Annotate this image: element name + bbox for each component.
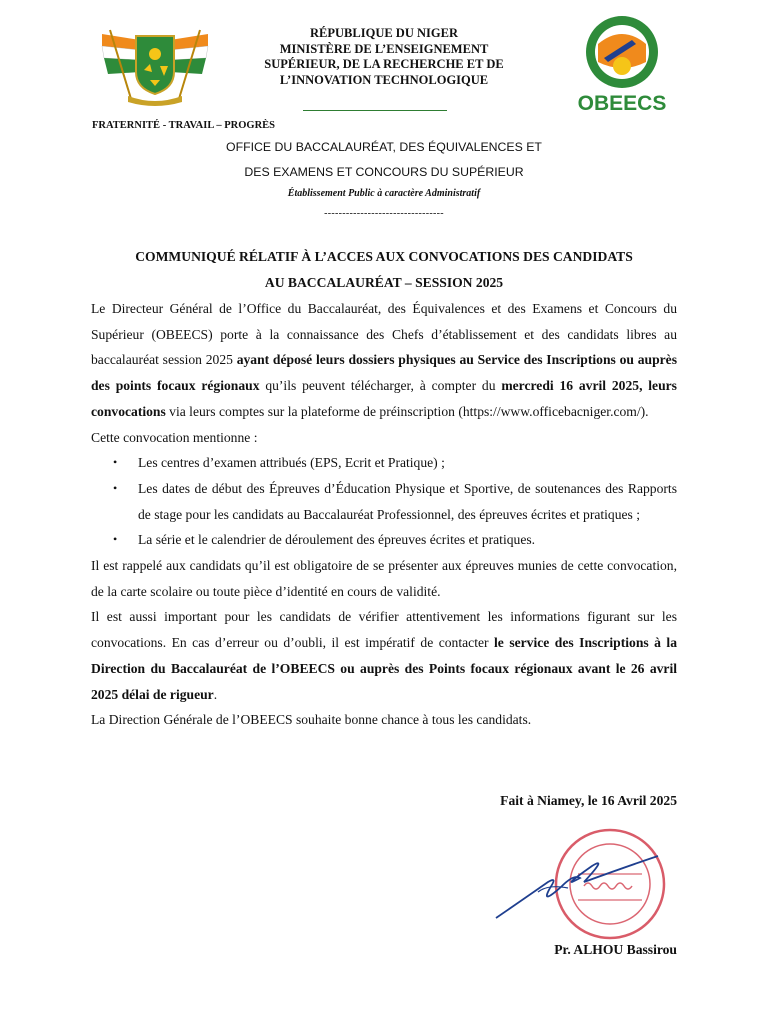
bullet-list — [91, 450, 677, 553]
national-motto: FRATERNITÉ - TRAVAIL – PROGRÈS — [92, 120, 276, 131]
document-body — [91, 296, 677, 733]
paragraph-verification — [91, 604, 677, 707]
paragraph-announcement — [91, 296, 677, 425]
list-item-text: Les centres d’examen attribués (EPS, Ecrit et Pratique) ; — [138, 455, 445, 471]
bullet-icon: • — [113, 532, 118, 547]
document-title-line1: COMMUNIQUÉ RÉLATIF À L’ACCES AUX CONVOCATIONS DES CANDIDATS — [135, 249, 633, 264]
text-run: . — [213, 686, 218, 702]
separator-dashes: --------------------------------- — [324, 208, 444, 219]
coat-of-arms-logo — [92, 26, 218, 108]
office-name-line1: OFFICE DU BACCALAURÉAT, DES ÉQUIVALENCES ET — [226, 140, 542, 154]
signatory-name: Pr. ALHOU Bassirou — [554, 942, 677, 957]
ministry-line: SUPÉRIEUR, DE LA RECHERCHE ET DE — [264, 57, 504, 71]
list-item — [113, 527, 677, 553]
establishment-type: Établissement Public à caractère Administratif — [287, 188, 481, 199]
text-run: qu’ils peuvent télécharger, à compter du — [259, 378, 502, 394]
paragraph-closing: La Direction Générale de l’OBEECS souhaite bonne chance à tous les candidats. — [91, 712, 532, 728]
ministry-line: L’INNOVATION TECHNOLOGIQUE — [279, 72, 489, 87]
bullet-icon: • — [113, 480, 118, 495]
obeecs-logo — [566, 14, 678, 118]
bold-run: ayant déposé leurs dossiers physiques au Service des Inscriptions ou auprès des points focaux régionaux — [91, 352, 677, 394]
text-run: via leurs comptes sur la plateforme de préinscription (https://www.officebacniger.com/). — [165, 403, 649, 419]
ministry-line: MINISTÈRE DE L’ENSEIGNEMENT — [279, 41, 489, 56]
list-item-text: Les dates de début des Épreuves d’Éducation Physique et Sportive, de soutenances des Rapports de stage pour les candidats au Baccalauréat Professionnel, des épreuves écrites et pratiques ; — [138, 480, 677, 522]
official-stamp-signature — [488, 826, 678, 946]
header-divider — [303, 110, 447, 111]
bold-run: le service des Inscriptions à la Direction du Baccalauréat de l’OBEECS ou auprès des Points focaux régionaux avant le 26 avril 2025 délai de rigueur — [91, 635, 677, 702]
obeecs-logo-text: OBEECS — [577, 92, 667, 115]
text-run: Le Directeur Général de l’Office du Baccalauréat, des Équivalences et des Examens et Concours du Supérieur (OBEECS) porte à la connaissance des Chefs d’établissement et des candidats libres au baccalauréat session 2025 — [91, 301, 677, 368]
paragraph-list-intro: Cette convocation mentionne : — [91, 429, 258, 445]
place-and-date: Fait à Niamey, le 16 Avril 2025 — [500, 793, 677, 808]
text-run: Il est aussi important pour les candidats de vérifier attentivement les informations figurant sur les convocations. En cas d’erreur ou d’oubli, il est impératif de contacter — [91, 609, 677, 651]
list-item-text: La série et le calendrier de déroulement des épreuves écrites et pratiques. — [138, 532, 536, 548]
office-name-line2: DES EXAMENS ET CONCOURS DU SUPÉRIEUR — [244, 165, 524, 179]
document-title-line2: AU BACCALAURÉAT – SESSION 2025 — [264, 275, 504, 290]
ministry-header — [230, 26, 538, 88]
ministry-line: RÉPUBLIQUE DU NIGER — [310, 26, 458, 40]
bold-run: mercredi 16 avril 2025, leurs convocations — [91, 378, 677, 419]
bullet-icon: • — [113, 455, 118, 470]
list-item — [113, 450, 677, 476]
list-item — [113, 476, 677, 527]
paragraph-reminder: Il est rappelé aux candidats qu’il est obligatoire de se présenter aux épreuves munies de cette convocation, de la carte scolaire ou toute pièce d’identité en cours de validité. — [91, 558, 677, 599]
